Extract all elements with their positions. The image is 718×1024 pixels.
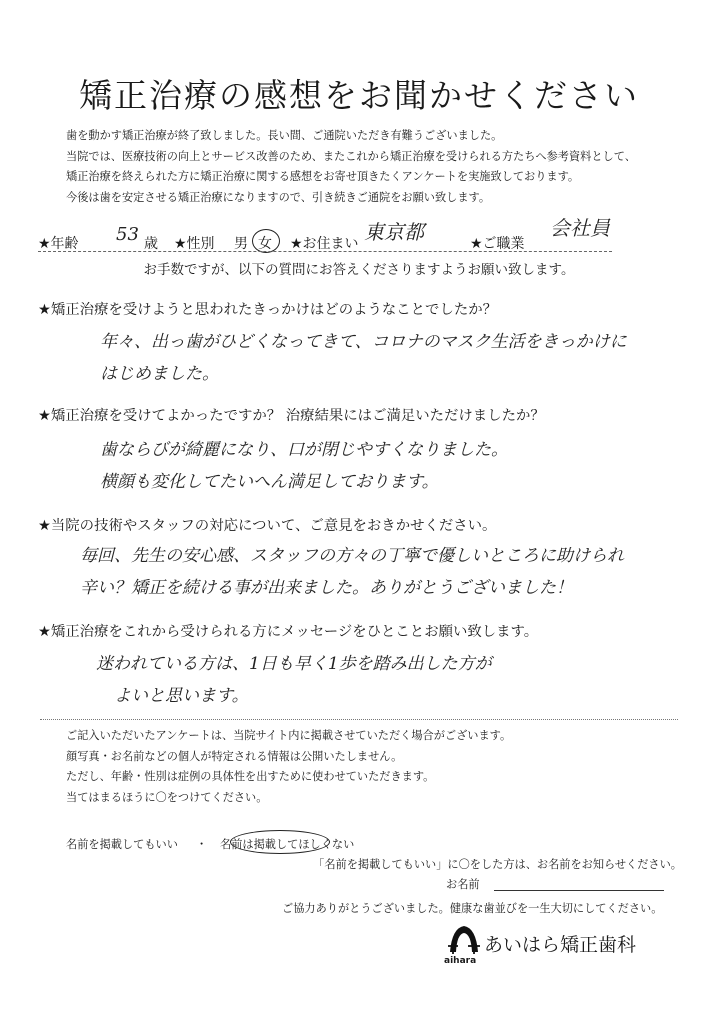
clinic-sub: aihara bbox=[444, 956, 477, 966]
answer-1 bbox=[100, 326, 627, 390]
question-4: ★矯正治療をこれから受けられる方にメッセージをひとことお願い致します。 bbox=[38, 624, 539, 640]
answer-line: 歯ならびが綺麗になり、口が閉じやすくなりました。 bbox=[100, 440, 508, 460]
consent-option-ok[interactable]: 名前を掲載してもいい bbox=[66, 838, 178, 851]
notes-text bbox=[66, 726, 511, 808]
job-label: ★ご職業 bbox=[470, 236, 525, 252]
instruction-text: お手数ですが、以下の質問にお答えくださりますようお願い致します。 bbox=[143, 262, 575, 278]
answer-line: 迷われている方は、1日も早く1歩を踏み出した方が bbox=[96, 654, 492, 674]
clinic-logo bbox=[444, 922, 674, 972]
note-line: ただし、年齢・性別は症例の具体性を出すために使わせていただきます。 bbox=[66, 770, 435, 783]
answer-line: よいと思います。 bbox=[114, 686, 249, 706]
answer-line: 毎回、先生の安心感、スタッフの方々の丁寧で優しいところに助けられ bbox=[80, 546, 624, 566]
intro-text bbox=[66, 126, 676, 208]
age-unit: 歳 bbox=[144, 236, 158, 252]
name-instruction: 「名前を掲載してもいい」に〇をした方は、お名前をお知らせください。 bbox=[313, 858, 682, 871]
age-label: ★年齢 bbox=[38, 236, 79, 252]
gender-circle-mark bbox=[252, 229, 280, 253]
question-2: ★矯正治療を受けてよかったですか？ 治療結果にはご満足いただけましたか？ bbox=[38, 408, 545, 424]
intro-line: 歯を動かす矯正治療が終了致しました。長い間、ご通院いただき有難うございました。 bbox=[66, 129, 503, 142]
name-field[interactable] bbox=[494, 890, 664, 891]
gender-female: 女 bbox=[258, 236, 272, 252]
page-title: 矯正治療の感想をお聞かせください bbox=[79, 76, 639, 115]
divider bbox=[40, 719, 678, 720]
consent-separator: ・ bbox=[196, 838, 208, 851]
note-line: 当てはまるほうに〇をつけてください。 bbox=[66, 790, 268, 804]
clinic-name: あいはら矯正歯科 bbox=[484, 934, 637, 956]
answer-line: 辛い？矯正を続ける事が出来ました。ありがとうございました！ bbox=[80, 578, 573, 598]
note-line: ご記入いただいたアンケートは、当院サイト内に掲載させていただく場合がございます。 bbox=[66, 729, 512, 742]
name-label: お名前 bbox=[446, 878, 480, 891]
clinic-logo-icon bbox=[446, 922, 482, 956]
profile-underline bbox=[38, 251, 612, 252]
closing-thanks: ご協力ありがとうございました。健康な歯並びを一生大切にしてください。 bbox=[282, 902, 663, 915]
consent-circle-mark bbox=[230, 830, 330, 854]
intro-line: 当院では、医療技術の向上とサービス改善のため、またこれから矯正治療を受けられる方たちへ参考資料として、 bbox=[66, 149, 636, 163]
age-value: 53 bbox=[116, 224, 139, 245]
consent-option-ng[interactable]: 名前は掲載してほしくない bbox=[220, 838, 355, 851]
question-3: ★当院の技術やスタッフの対応について、ご意見をおきかせください。 bbox=[38, 518, 497, 534]
answer-3 bbox=[80, 540, 624, 604]
gender-label: ★性別 bbox=[174, 236, 215, 252]
residence-value: 東京都 bbox=[364, 220, 424, 244]
question-1: ★矯正治療を受けようと思われたきっかけはどのようなことでしたか？ bbox=[38, 302, 498, 318]
answer-line: 横顔も変化してたいへん満足しております。 bbox=[100, 472, 439, 492]
answer-2 bbox=[100, 434, 508, 498]
gender-male: 男 bbox=[234, 236, 248, 252]
intro-line: 矯正治療を終えられた方に矯正治療に関する感想をお寄せ頂きたくアンケートを実施致しております。 bbox=[66, 170, 580, 183]
residence-label: ★お住まい bbox=[290, 236, 359, 252]
note-line: 顔写真・お名前などの個人が特定される情報は公開いたしません。 bbox=[66, 749, 403, 763]
answer-4 bbox=[96, 648, 492, 712]
answer-line: はじめました。 bbox=[100, 364, 219, 384]
intro-line: 今後は歯を安定させる矯正治療になりますので、引き続きご通院をお願い致します。 bbox=[66, 190, 491, 204]
answer-line: 年々、出っ歯がひどくなってきて、コロナのマスク生活をきっかけに bbox=[100, 332, 627, 352]
job-value: 会社員 bbox=[550, 216, 610, 240]
